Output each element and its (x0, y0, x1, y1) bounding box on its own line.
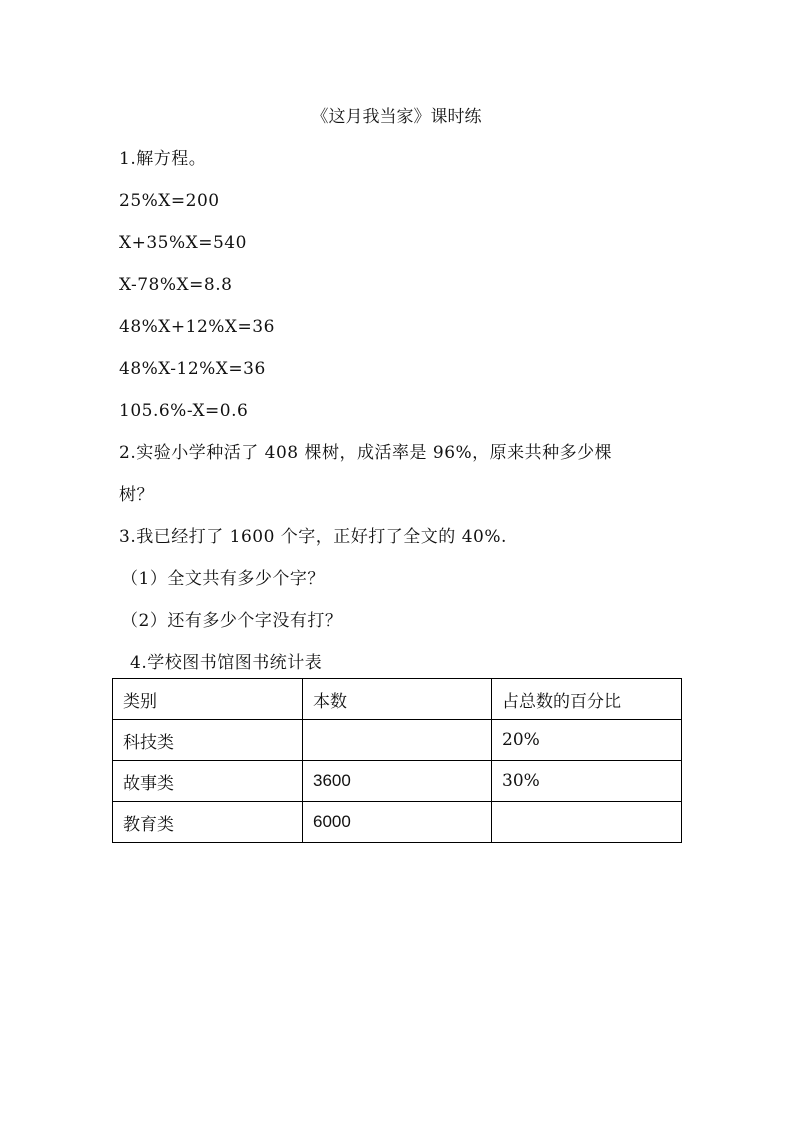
table-header-row (113, 679, 682, 720)
question-2-line-1: 2.实验小学种活了 408 棵树，成活率是 96%，原来共种多少棵 (119, 443, 613, 463)
question-1-heading: 1.解方程。 (119, 149, 207, 169)
equation-1: 25%X=200 (119, 191, 220, 211)
table-cell: 20% (492, 720, 682, 761)
question-4-heading: 4.学校图书馆图书统计表 (130, 653, 323, 673)
equation-3: X-78%X=8.8 (119, 275, 233, 295)
worksheet-title: 《这月我当家》课时练 (311, 107, 482, 127)
header-count: 本数 (303, 679, 492, 720)
table-cell: 科技类 (113, 720, 303, 761)
table-cell: 教育类 (113, 802, 303, 843)
table-cell (303, 720, 492, 761)
question-3-text: 3.我已经打了 1600 个字，正好打了全文的 40%. (119, 527, 507, 547)
equation-6: 105.6%-X=0.6 (119, 401, 249, 421)
library-stats-table (112, 678, 682, 843)
equation-2: X+35%X=540 (119, 233, 247, 253)
table-cell: 30% (492, 761, 682, 802)
question-2-line-2: 树？ (119, 485, 154, 505)
header-category: 类别 (113, 679, 303, 720)
table-row (113, 802, 682, 843)
equation-5: 48%X-12%X=36 (119, 359, 266, 379)
table-cell (492, 802, 682, 843)
table-cell: 3600 (303, 761, 492, 802)
table-cell: 6000 (303, 802, 492, 843)
equation-4: 48%X+12%X=36 (119, 317, 275, 337)
question-3-part-2: （2）还有多少个字没有打？ (121, 611, 343, 631)
table-row (113, 761, 682, 802)
table-cell: 故事类 (113, 761, 303, 802)
table-row (113, 720, 682, 761)
header-percentage: 占总数的百分比 (492, 679, 682, 720)
question-3-part-1: （1）全文共有多少个字？ (121, 569, 325, 589)
